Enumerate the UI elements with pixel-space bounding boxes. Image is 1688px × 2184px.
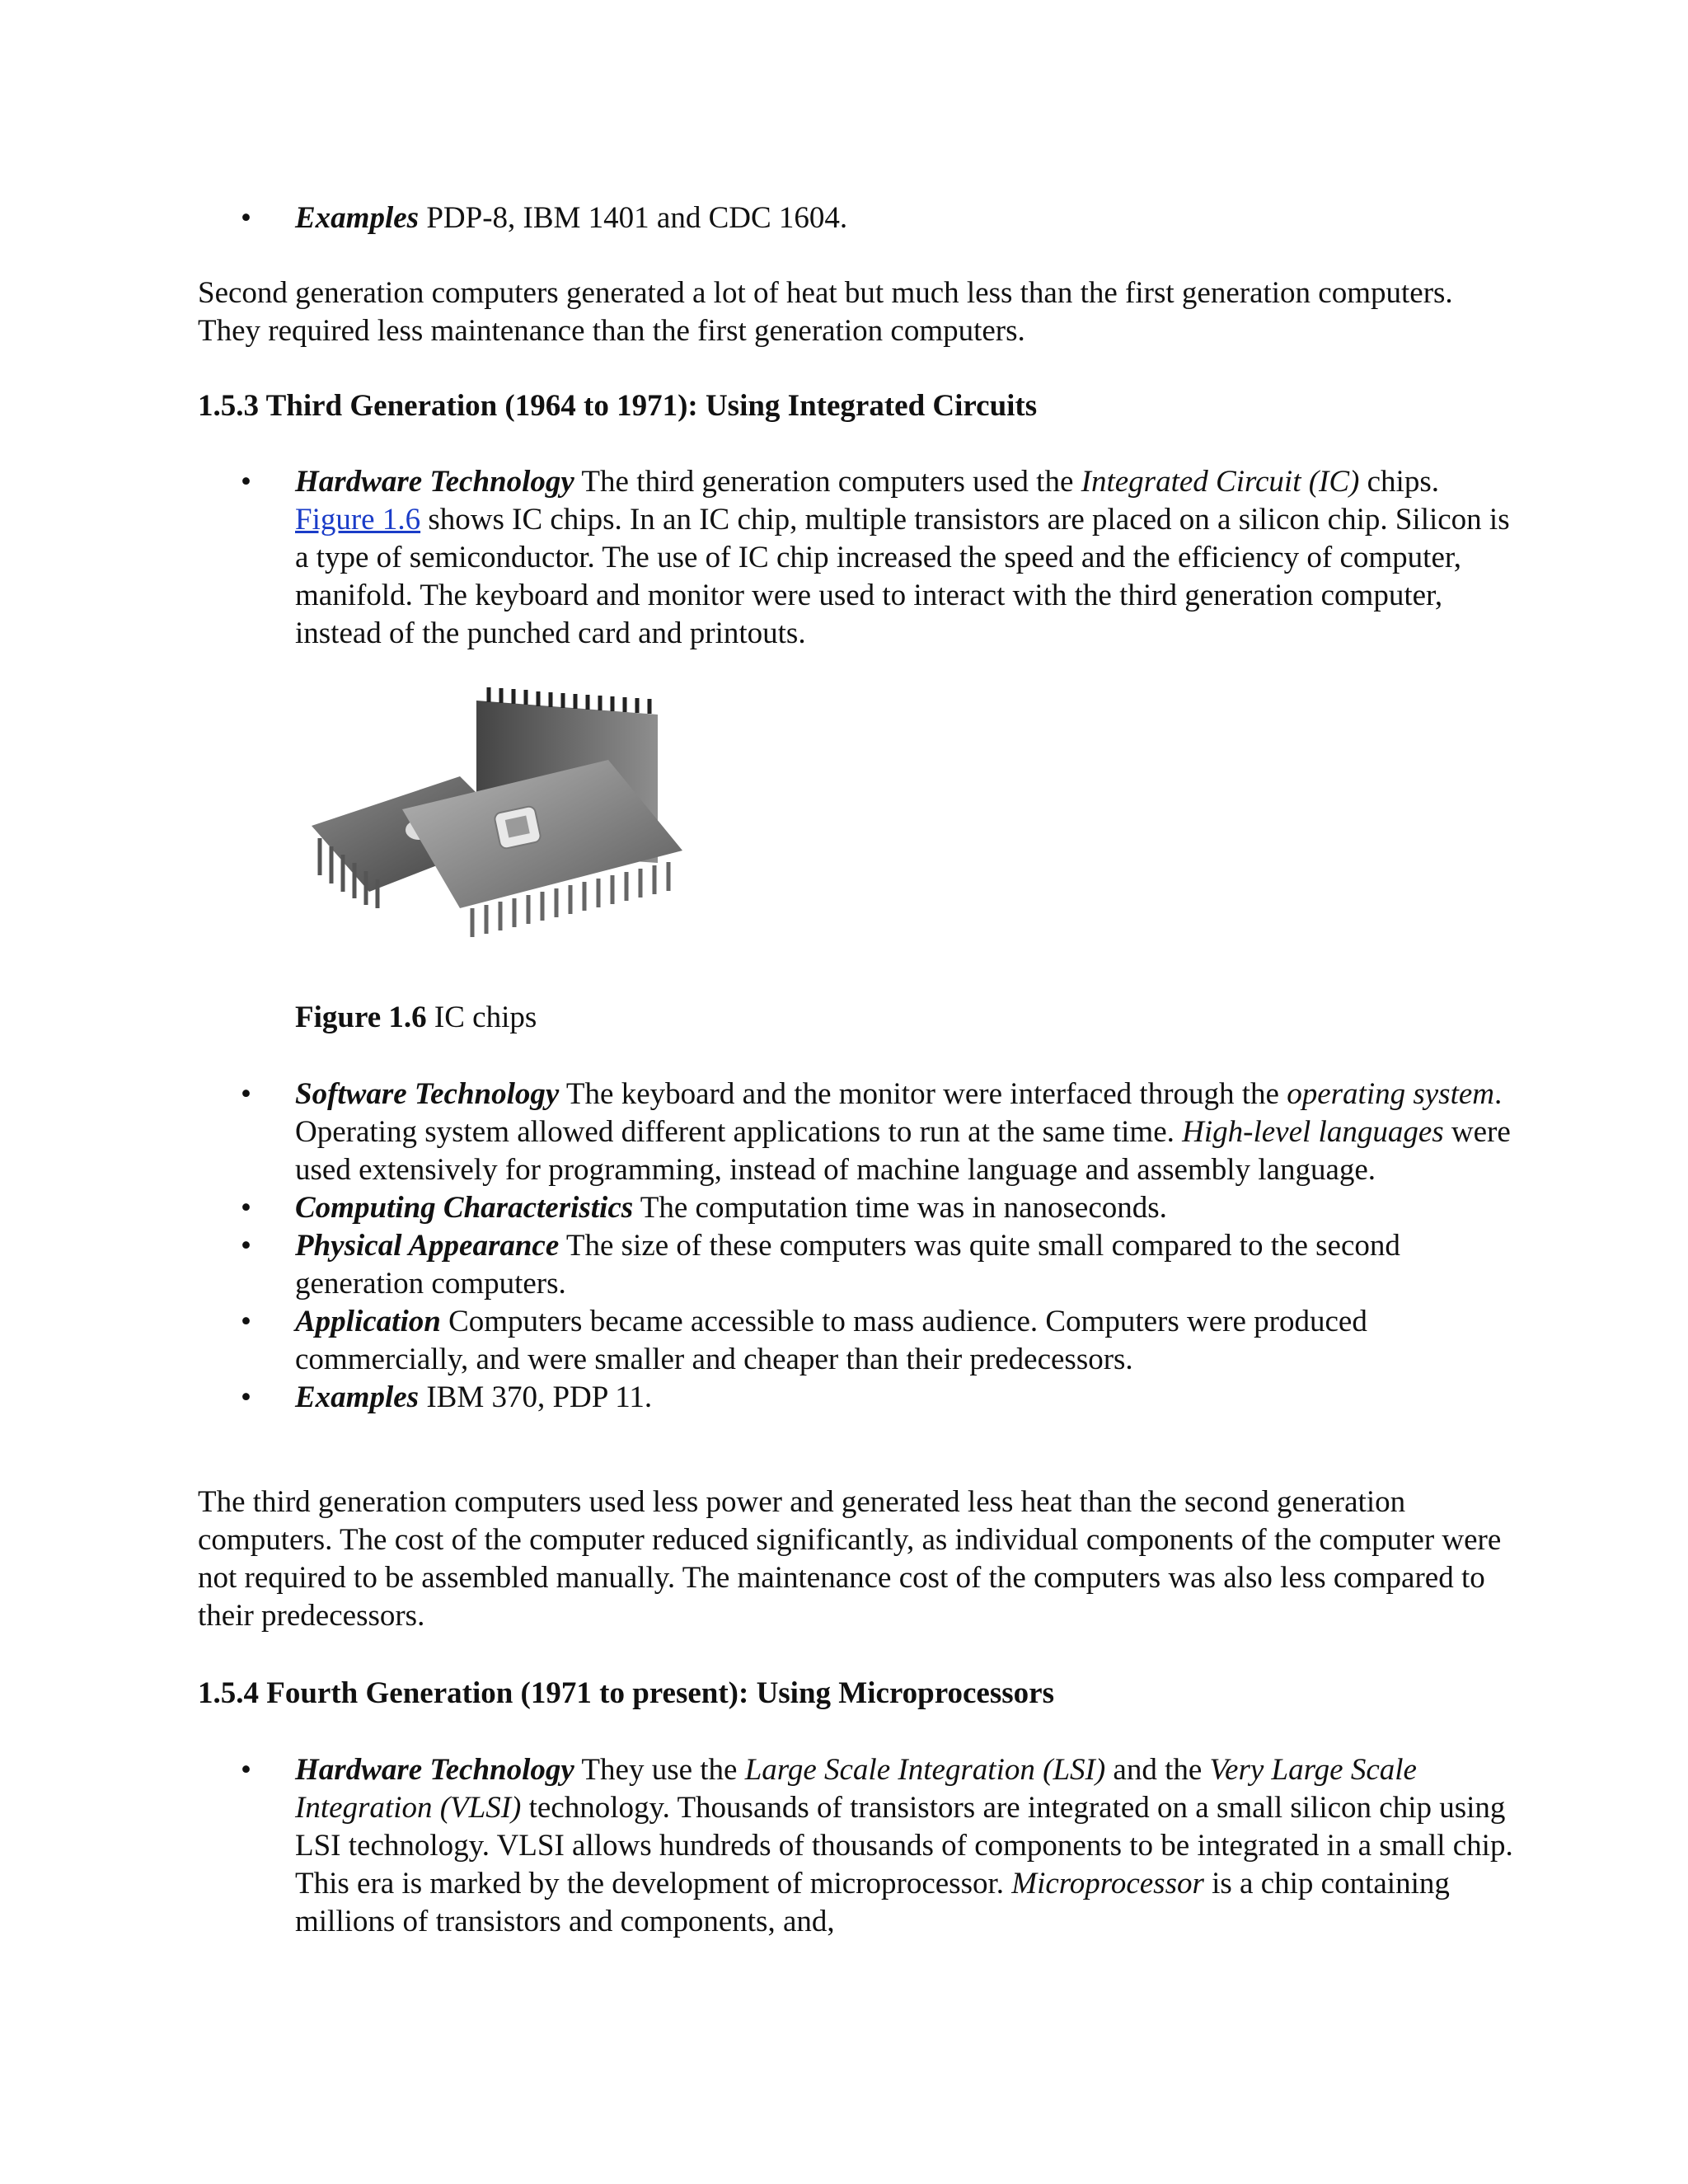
item-text: shows IC chips. In an IC chip, multiple transistors are placed on a silicon chip. Silicon is a type of semiconductor. The use of IC chip increased the speed and the efficiency of computer, manifold. The keyboard and monitor were used to interact with the third generation computer, instead of the punched card and printouts. bbox=[295, 503, 1510, 650]
italic-term: Large Scale Integration (LSI) bbox=[744, 1753, 1106, 1787]
bullet-icon: • bbox=[241, 1077, 251, 1111]
top-list bbox=[198, 199, 1517, 237]
bullet-icon: • bbox=[241, 465, 251, 499]
item-text: The third generation computers used the bbox=[574, 465, 1081, 499]
figure-label: Figure 1.6 bbox=[295, 1001, 427, 1034]
section-heading-fourth-generation: 1.5.4 Fourth Generation (1971 to present): Using Microprocessors bbox=[198, 1676, 1054, 1710]
paragraph-second-gen-summary: Second generation computers generated a lot of heat but much less than the first generation computers. They required less maintenance than the first generation computers. bbox=[198, 276, 1453, 348]
item-text: is a chip containing millions of transistors and components, and, bbox=[295, 1867, 1450, 1938]
list-item bbox=[198, 1227, 1517, 1303]
item-label: Hardware Technology bbox=[295, 465, 574, 499]
ic-chips-image bbox=[295, 686, 872, 958]
list-item bbox=[198, 1303, 1517, 1379]
item-text: The computation time was in nanoseconds. bbox=[633, 1191, 1167, 1225]
item-text: and the bbox=[1105, 1753, 1210, 1787]
bullet-icon: • bbox=[241, 1753, 251, 1787]
item-text: They use the bbox=[574, 1753, 745, 1787]
item-text: . Operating system allowed different applications to run at the same time. bbox=[295, 1077, 1503, 1149]
item-label: Application bbox=[295, 1305, 441, 1338]
section-heading-third-generation: 1.5.3 Third Generation (1964 to 1971): Using Integrated Circuits bbox=[198, 389, 1038, 423]
fourth-gen-hardware-list bbox=[198, 1751, 1517, 1941]
item-text: Computers became accessible to mass audience. Computers were produced commercially, and were smaller and cheaper than their predecessors. bbox=[295, 1305, 1367, 1376]
bullet-icon: • bbox=[241, 1305, 251, 1338]
item-text: The keyboard and the monitor were interfaced through the bbox=[559, 1077, 1287, 1111]
list-item bbox=[198, 1189, 1517, 1227]
italic-term: Integrated Circuit (IC) bbox=[1081, 465, 1360, 499]
item-text: The size of these computers was quite small compared to the second generation computers. bbox=[295, 1229, 1400, 1301]
list-item bbox=[198, 1751, 1517, 1941]
italic-term: Very Large Scale Integration (VLSI) bbox=[295, 1753, 1417, 1825]
item-label: Examples bbox=[295, 201, 420, 235]
figure-1-6-link[interactable]: Figure 1.6 bbox=[295, 503, 421, 537]
item-text: chips. bbox=[1359, 465, 1439, 499]
third-gen-features-list bbox=[198, 1076, 1517, 1417]
item-text: technology. Thousands of transistors are integrated on a small silicon chip using LSI technology. VLSI allows hundreds of thousands of components to be integrated in a small chip. This era is marked by the development of microprocessor. bbox=[295, 1791, 1513, 1900]
list-item bbox=[198, 199, 1517, 237]
item-label: Examples bbox=[295, 1380, 420, 1414]
figure-caption-text: IC chips bbox=[426, 1001, 537, 1034]
bullet-icon: • bbox=[241, 1191, 251, 1225]
list-item bbox=[198, 1076, 1517, 1189]
bullet-icon: • bbox=[241, 201, 251, 235]
item-label: Hardware Technology bbox=[295, 1753, 574, 1787]
item-text: PDP-8, IBM 1401 and CDC 1604. bbox=[419, 201, 848, 235]
italic-term: High-level languages bbox=[1182, 1115, 1444, 1149]
item-text: were used extensively for programming, instead of machine language and assembly language. bbox=[295, 1115, 1511, 1187]
item-label: Physical Appearance bbox=[295, 1229, 560, 1263]
item-label: Computing Characteristics bbox=[295, 1191, 634, 1225]
figure-caption bbox=[198, 999, 1614, 1037]
third-gen-hardware-list bbox=[198, 463, 1517, 653]
item-label: Software Technology bbox=[295, 1077, 560, 1111]
bullet-icon: • bbox=[241, 1229, 251, 1263]
italic-term: Microprocessor bbox=[1011, 1867, 1204, 1900]
bullet-icon: • bbox=[241, 1380, 251, 1414]
ic-chips-illustration bbox=[295, 686, 872, 958]
list-item bbox=[198, 1379, 1517, 1417]
item-text: IBM 370, PDP 11. bbox=[419, 1380, 653, 1414]
paragraph-third-gen-summary: The third generation computers used less power and generated less heat than the second generation computers. The cost of the computer reduced significantly, as individual components of the computer were not required to be assembled manually. The maintenance cost of the computers was also less compared to their predecessors. bbox=[198, 1485, 1502, 1633]
list-item bbox=[198, 463, 1517, 653]
italic-term: operating system bbox=[1287, 1077, 1495, 1111]
